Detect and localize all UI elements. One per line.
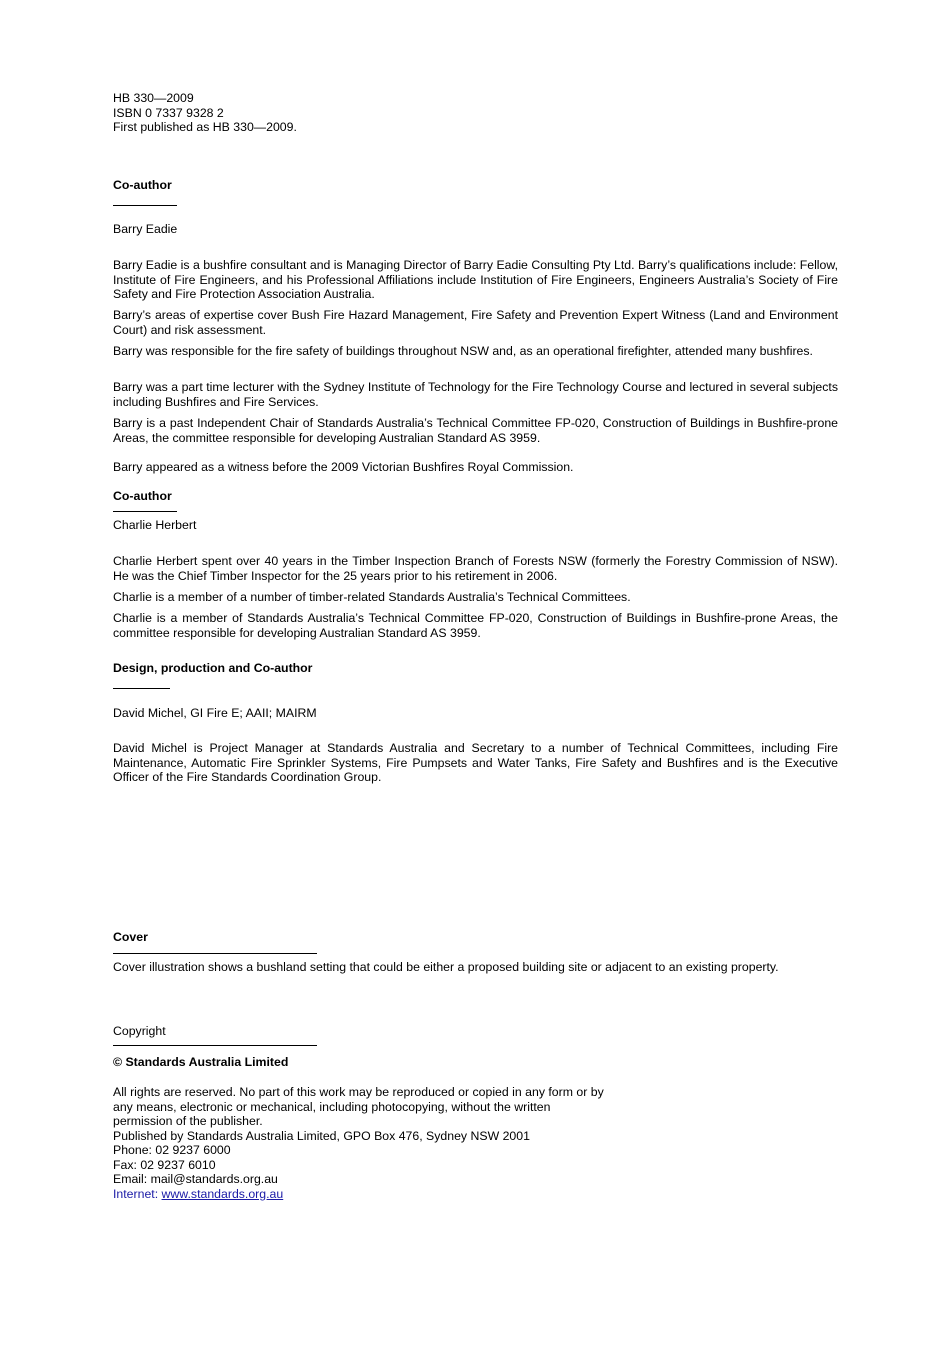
first-published: First published as HB 330—2009. [113,120,297,134]
divider [113,1045,317,1046]
cover-heading: Cover [113,930,148,944]
coauthor-heading: Co-author [113,178,172,192]
document-number: HB 330—2009 [113,91,194,105]
rights-line: any means, electronic or mechanical, including photocopying, without the written [113,1099,551,1114]
bio-paragraph: Charlie Herbert spent over 40 years in the Timber Inspection Branch of Forests NSW (formerly the Forestry Commission of NSW). He was the Chief Timber Inspector for the 25 years prior to his retirement in 2006. [113,554,838,583]
copyright-notice [113,1085,604,1201]
bio-paragraph: Barry’s areas of expertise cover Bush Fire Hazard Management, Fire Safety and Prevention Expert Witness (Land and Environment Court) and risk assessment. [113,308,838,337]
website-link[interactable]: www.standards.org.au [161,1186,284,1201]
bio-paragraph: Charlie is a member of Standards Australia’s Technical Committee FP-020, Construction of Buildings in Bushfire-prone Areas, the committee responsible for developing Australian Standard AS 3959. [113,611,838,640]
bio-paragraph: Charlie is a member of a number of timber-related Standards Australia’s Technical Committees. [113,590,631,604]
divider [113,511,177,512]
cover-description: Cover illustration shows a bushland setting that could be either a proposed building site or adjacent to an existing property. [113,960,779,974]
phone: Phone: 02 9237 6000 [113,1143,231,1157]
bio-paragraph: Barry was responsible for the fire safety of buildings throughout NSW and, as an operational firefighter, attended many bushfires. [113,344,813,358]
rights-line: permission of the publisher. [113,1114,263,1128]
coauthor-name: Barry Eadie [113,222,178,236]
divider [113,688,170,689]
bio-paragraph: David Michel is Project Manager at Standards Australia and Secretary to a number of Technical Committees, including Fire Maintenance, Automatic Fire Sprinkler Systems, Fire Pumpsets and Water Tanks, Fire Safety and Bushfires and is the Executive Officer of the Fire Standards Coordination Group. [113,741,838,785]
coauthor-name: David Michel, GI Fire E; AAII; MAIRM [113,706,317,720]
copyright-owner: © Standards Australia Limited [113,1055,289,1069]
email: Email: mail@standards.org.au [113,1172,278,1186]
publisher-address: Published by Standards Australia Limited, GPO Box 476, Sydney NSW 2001 [113,1128,530,1143]
divider [113,205,177,206]
isbn: ISBN 0 7337 9328 2 [113,105,224,120]
internet-line [113,1187,604,1202]
bio-paragraph: Barry is a past Independent Chair of Standards Australia’s Technical Committee FP-020, Construction of Buildings in Bushfire-prone Areas, the committee responsible for developing Australian Standard AS 3959. [113,416,838,445]
divider [113,953,317,954]
bio-paragraph: Barry Eadie is a bushfire consultant and is Managing Director of Barry Eadie Consulting Pty Ltd. Barry’s qualifications include: Fellow, Institute of Fire Engineers, and his Professional Affiliations include Institution of Fire Engineers, Engineers Australia’s Society of Fire Safety and Fire Protection Association Australia. [113,258,838,302]
fax: Fax: 02 9237 6010 [113,1157,216,1172]
rights-line: All rights are reserved. No part of this work may be reproduced or copied in any form or by [113,1085,604,1099]
coauthor-heading: Design, production and Co-author [113,661,313,675]
internet-label: Internet: [113,1186,162,1201]
bio-paragraph: Barry appeared as a witness before the 2009 Victorian Bushfires Royal Commission. [113,460,574,474]
coauthor-name: Charlie Herbert [113,518,197,532]
publication-info [113,91,297,135]
coauthor-heading: Co-author [113,489,172,503]
copyright-heading: Copyright [113,1024,166,1038]
bio-paragraph: Barry was a part time lecturer with the Sydney Institute of Technology for the Fire Technology Course and lectured in several subjects including Bushfires and Fire Services. [113,380,838,409]
